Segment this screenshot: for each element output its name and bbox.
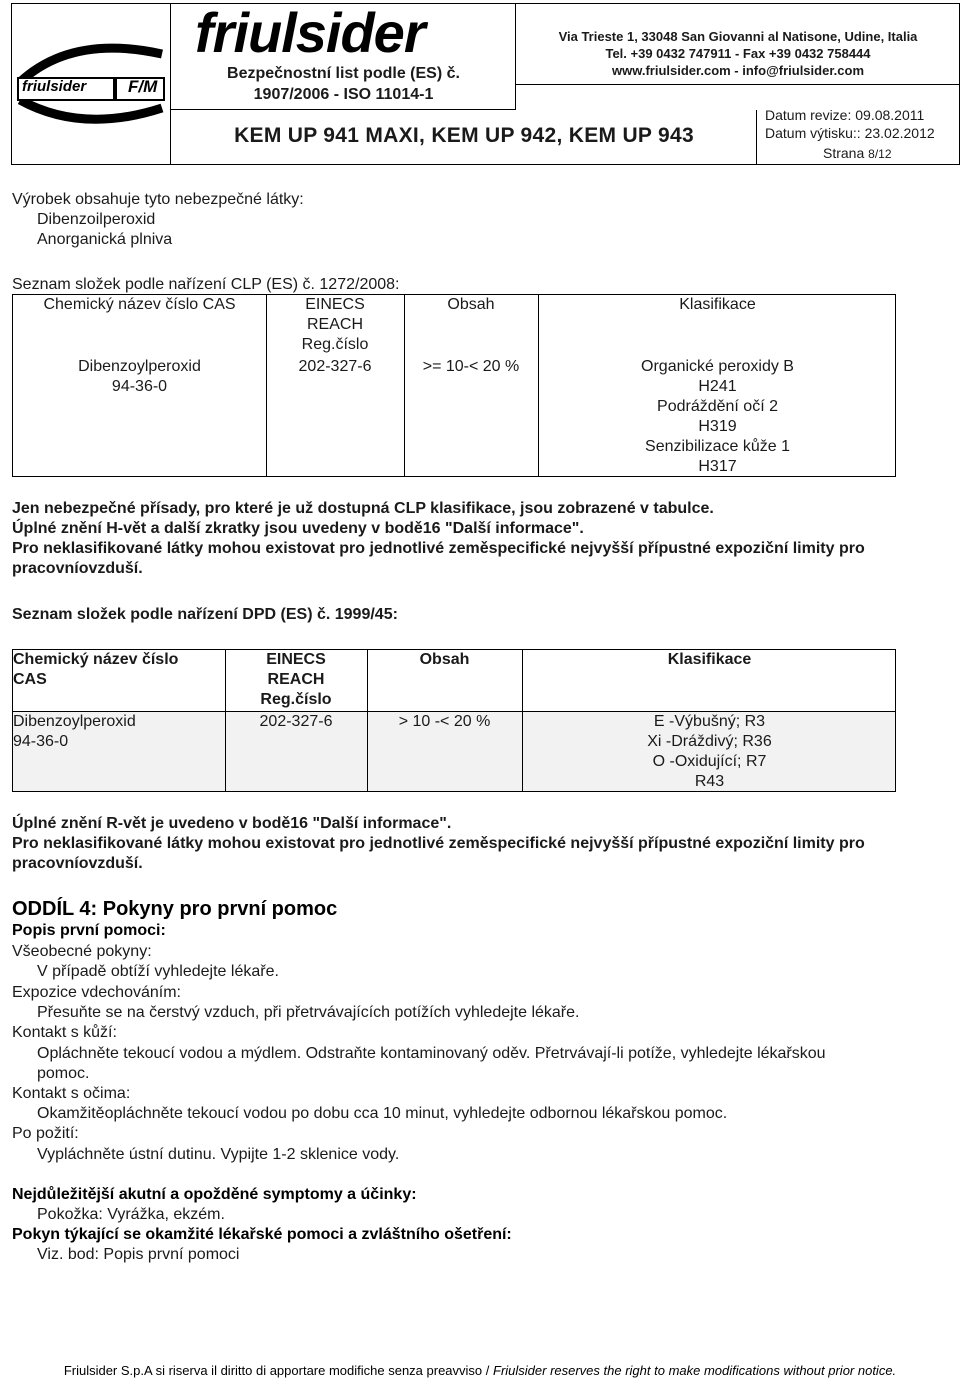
dpd-note-3: pracovníovzduší.	[12, 855, 143, 872]
skin-text-2: pomoc.	[37, 1065, 90, 1082]
clp-row-cas: 94-36-0	[111, 378, 168, 395]
dpd-note-1: Úplné znění R-vět je uvedeno v bodě16 "Další informace".	[12, 815, 452, 832]
dpd-header-content: Obsah	[419, 651, 470, 668]
page-label: Strana	[823, 145, 869, 161]
clp-note-4: pracovníovzduší.	[12, 560, 143, 577]
document-header	[11, 3, 960, 165]
dpd-header-name-1: Chemický název číslo	[13, 651, 179, 668]
page-footer	[0, 1363, 960, 1378]
dpd-title: Seznam složek podle nařízení DPD (ES) č. 1999/45:	[12, 606, 398, 623]
clp-row-name: Dibenzoylperoxid	[78, 358, 201, 375]
clp-row-class-4: H319	[698, 418, 737, 435]
company-address: Via Trieste 1, 33048 San Giovanni al Natisone, Udine, Italia	[558, 29, 918, 44]
medical-text: Viz. bod: Popis první pomoci	[37, 1246, 240, 1263]
clp-row-class-2: H241	[698, 378, 737, 395]
product-name: KEM UP 941 MAXI, KEM UP 942, KEM UP 943	[234, 124, 694, 147]
clp-note-2: Úplné znění H-vět a další zkratky jsou uvedeny v bodě16 "Další informace".	[12, 520, 584, 537]
clp-note-1: Jen nebezpečné přísady, pro které je už dostupná CLP klasifikace, jsou zobrazené v tabulce.	[12, 500, 714, 517]
skin-label: Kontakt s kůží:	[12, 1024, 117, 1041]
header-title-box	[171, 3, 516, 110]
logo-text-brand: friulsider	[22, 78, 87, 95]
logo-box	[11, 3, 171, 165]
clp-table	[12, 294, 896, 477]
doc-title-line2: 1907/2006 - ISO 11014-1	[253, 86, 434, 103]
doc-title-line1: Bezpečnostní list podle (ES) č.	[227, 65, 460, 82]
product-box	[171, 110, 757, 165]
ingest-label: Po požití:	[12, 1125, 79, 1142]
clp-header-einecs-3: Reg.číslo	[301, 336, 369, 353]
revision-date: Datum revize: 09.08.2011	[765, 107, 925, 123]
dpd-header-einecs-3: Reg.číslo	[260, 691, 332, 708]
clp-header-classification: Klasifikace	[679, 296, 756, 313]
dpd-header-name-2: CAS	[13, 671, 47, 688]
dpd-row-class-4: R43	[694, 773, 725, 790]
inhale-label: Expozice vdechováním:	[12, 984, 181, 1001]
footer-text-it: Friulsider S.p.A si riserva il diritto di apportare modifiche senza preavviso /	[63, 1363, 493, 1378]
dpd-row-class-2: Xi -Dráždivý; R36	[647, 733, 772, 750]
clp-row-class-3: Podráždění očí 2	[657, 398, 778, 415]
eye-label: Kontakt s očima:	[12, 1085, 131, 1102]
section4-heading: ODDÍL 4: Pokyny pro první pomoc	[12, 898, 338, 920]
hazardous-title: Výrobek obsahuje tyto nebezpečné látky:	[12, 191, 304, 208]
dpd-row-class-1: E -Výbušný; R3	[653, 713, 766, 730]
skin-text-1: Opláchněte tekoucí vodou a mýdlem. Odstraňte kontaminovaný oděv. Přetrvávají-li potíže, vyhledejte lékařskou	[37, 1045, 826, 1062]
eye-text: Okamžitěopláchněte tekoucí vodou po dobu cca 10 minut, vyhledejte odbornou lékařskou pomoc.	[37, 1105, 728, 1122]
page-indicator	[823, 145, 892, 161]
logo-text-fm: F/M	[128, 77, 158, 96]
general-text: V případě obtíží vyhledejte lékaře.	[37, 963, 279, 980]
symptoms-label: Nejdůležitější akutní a opožděné symptomy a účinky:	[12, 1186, 417, 1203]
hazardous-item-2: Anorganická plniva	[37, 231, 173, 248]
dpd-row-name: Dibenzoylperoxid	[13, 713, 136, 730]
dpd-table	[12, 649, 896, 792]
clp-header-einecs-2: REACH	[306, 316, 363, 333]
dates-box	[757, 85, 960, 165]
inhale-text: Přesuňte se na čerstvý vzduch, při přetrvávajících potížích vyhledejte lékaře.	[37, 1004, 580, 1021]
page-number: 8/12	[868, 147, 892, 161]
brand-wordmark: friulsider	[195, 1, 425, 64]
dpd-row-cas: 94-36-0	[13, 733, 69, 750]
footer-text-en: Friulsider reserves the right to make modifications without prior notice.	[493, 1363, 897, 1378]
medical-label: Pokyn týkající se okamžité lékařské pomoci a zvláštního ošetření:	[12, 1226, 512, 1243]
hazardous-item-1: Dibenzoilperoxid	[37, 211, 156, 228]
general-label: Všeobecné pokyny:	[12, 943, 152, 960]
dpd-header-classification: Klasifikace	[667, 651, 752, 668]
clp-header-einecs-1: EINECS	[305, 296, 365, 313]
company-phone: Tel. +39 0432 747911 - Fax +39 0432 758444	[605, 46, 871, 61]
clp-header-name: Chemický název číslo CAS	[43, 296, 236, 313]
clp-row-class-1: Organické peroxidy B	[641, 358, 794, 375]
dpd-row-einecs: 202-327-6	[259, 713, 333, 730]
clp-row-class-5: Senzibilizace kůže 1	[645, 438, 790, 455]
clp-row-einecs: 202-327-6	[298, 358, 372, 375]
clp-header-content: Obsah	[447, 296, 495, 313]
dpd-row-class-3: O -Oxidující; R7	[652, 753, 767, 770]
clp-row-content: >= 10-< 20 %	[422, 358, 520, 375]
clp-note-3: Pro neklasifikované látky mohou existovat pro jednotlivé zeměspecifické nejvyšší přípustné expoziční limity pro	[12, 540, 865, 557]
print-date: Datum výtisku:: 23.02.2012	[765, 125, 935, 141]
company-web: www.friulsider.com - info@friulsider.com	[611, 63, 864, 78]
dpd-note-2: Pro neklasifikované látky mohou existovat pro jednotlivé zeměspecifické nejvyšší přípustné expoziční limity pro	[12, 835, 865, 852]
dpd-header-einecs-1: EINECS	[266, 651, 326, 668]
clp-title: Seznam složek podle nařízení CLP (ES) č. 1272/2008:	[12, 276, 400, 293]
clp-row-class-6: H317	[698, 458, 737, 475]
ingest-text: Vypláchněte ústní dutinu. Vypijte 1-2 sklenice vody.	[37, 1146, 400, 1163]
company-info-box	[516, 3, 960, 85]
symptoms-text: Pokožka: Vyrážka, ekzém.	[37, 1206, 225, 1223]
section4-subheading: Popis první pomoci:	[12, 922, 166, 939]
dpd-header-einecs-2: REACH	[267, 671, 325, 688]
dpd-row-content: > 10 -< 20 %	[398, 713, 491, 730]
